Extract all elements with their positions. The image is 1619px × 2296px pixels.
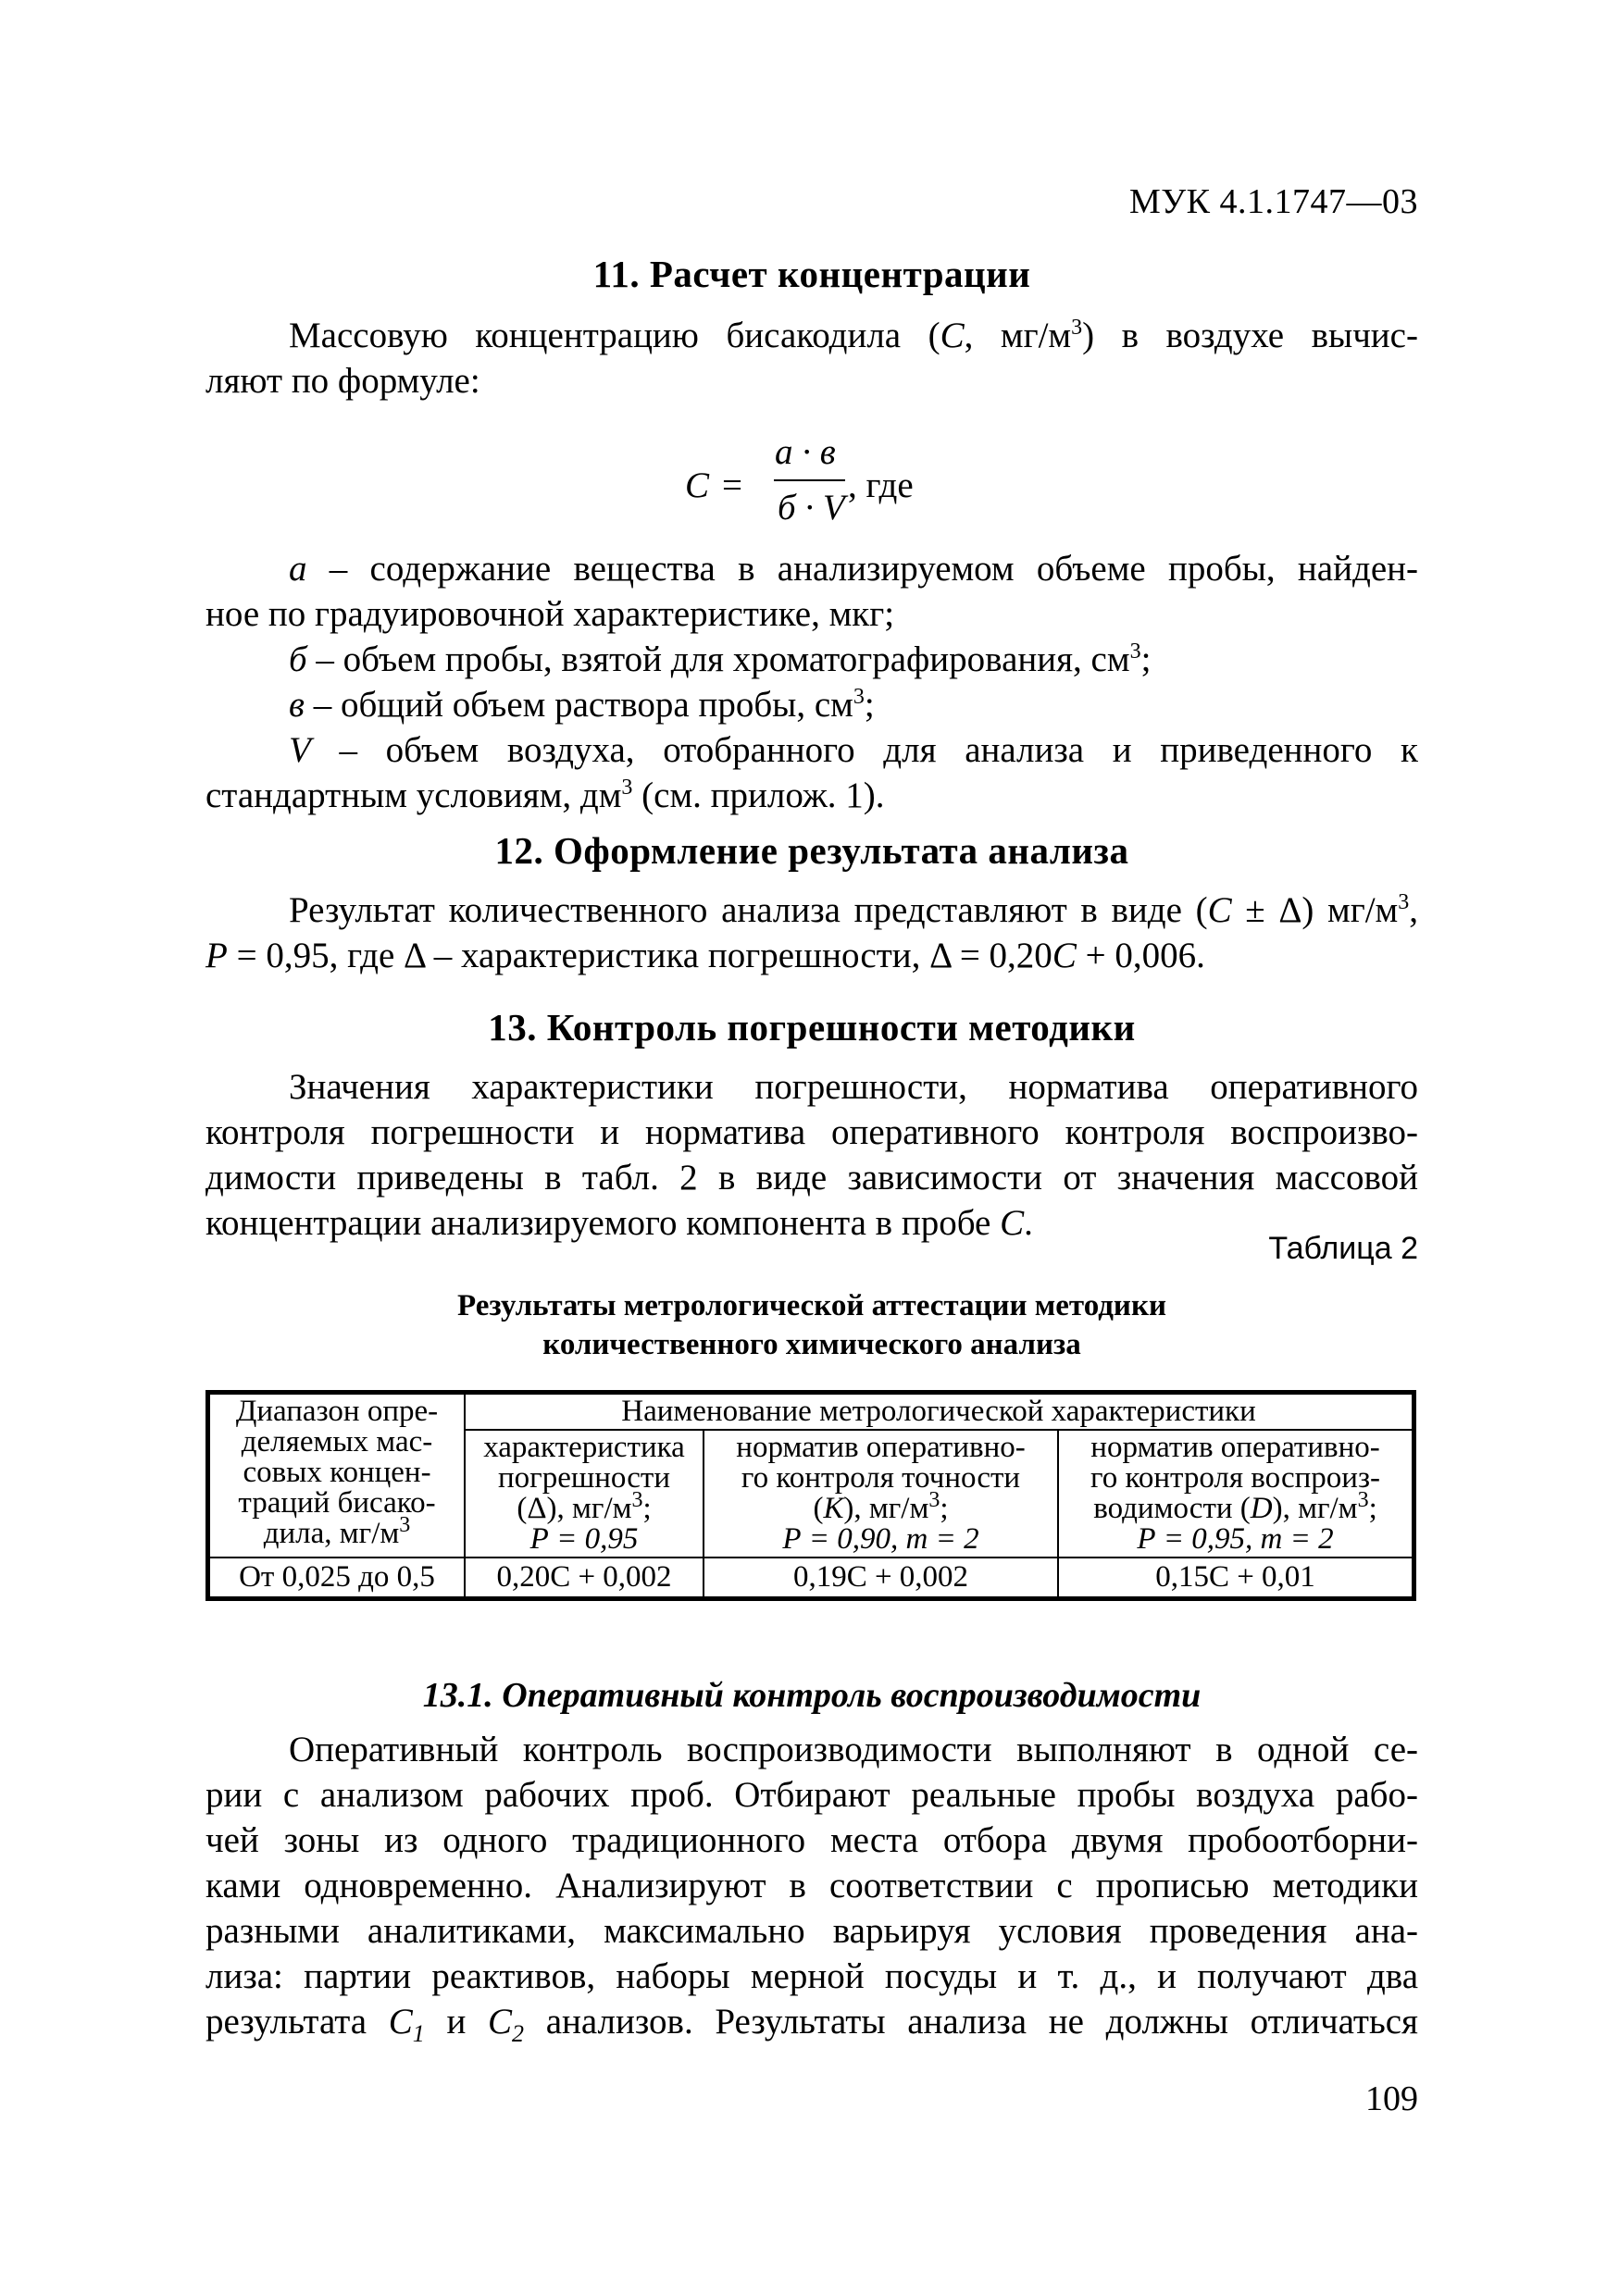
def-a-line-1: а – содержание вещества в анализируемом объеме пробы, найден- bbox=[289, 549, 1418, 589]
variable-definitions bbox=[205, 546, 1418, 818]
header-line: (Δ), $мг/м^3$; bbox=[517, 1488, 652, 1525]
result-line-1: Результат количественного анализа представляют в виде (С ± Δ) $мг/м^3$, bbox=[289, 890, 1418, 930]
header-line: характеристика bbox=[483, 1431, 685, 1464]
formula-denominator: б · V bbox=[778, 488, 845, 527]
header-line: Р = 0,95, т = 2 bbox=[1137, 1522, 1334, 1556]
header-line: норматив оперативно- bbox=[1090, 1431, 1380, 1464]
s131-line-5: разными аналитиками, максимально варьируя условия проведения ана- bbox=[205, 1911, 1418, 1951]
intro-line-2: ляют по формуле: bbox=[205, 361, 480, 401]
section-13-heading: 13. Контроль погрешности методики bbox=[488, 1006, 1136, 1049]
def-V-line-2: стандартным условиям, $дм^3$ (см. прилож. 1). bbox=[205, 776, 885, 815]
def-b-line: б – объем пробы, взятой для хроматографирования, $см^3$; bbox=[289, 639, 1152, 679]
s131-line-1: Оперативный контроль воспроизводимости выполняют в одной се- bbox=[289, 1730, 1418, 1769]
col-error-header bbox=[465, 1430, 704, 1558]
result-line-2: Р = 0,95, где Δ – характеристика погрешности, Δ = 0,20С + 0,006. bbox=[205, 936, 1205, 975]
s131-line-6: лиза: партии реактивов, наборы мерной посуды и т. д., и получают два bbox=[205, 1956, 1418, 1996]
table-caption-line-2: количественного химического анализа bbox=[542, 1328, 1081, 1361]
header-line: го контроля точности bbox=[741, 1461, 1021, 1495]
table-row bbox=[208, 1558, 1414, 1599]
s131-line-3: чей зоны из одного традиционного места отбора двумя пробоотборни- bbox=[205, 1820, 1418, 1860]
formula-numerator: а · в bbox=[775, 432, 836, 472]
section-11-heading: 11. Расчет концентрации bbox=[592, 253, 1031, 295]
header-line: норматив оперативно- bbox=[736, 1431, 1026, 1464]
s13-line-1: Значения характеристики погрешности, норматива оперативного bbox=[289, 1067, 1418, 1107]
s13-line-3: димости приведены в табл. 2 в виде зависимости от значения массовой bbox=[205, 1158, 1418, 1198]
table-caption bbox=[205, 1286, 1418, 1364]
section-12-text bbox=[205, 887, 1418, 978]
range-header-line: Диапазон опре- bbox=[235, 1395, 439, 1428]
def-V-line-1: V – объем воздуха, отобранного для анализа и приведенного к bbox=[289, 730, 1418, 770]
formula-suffix: , где bbox=[848, 465, 914, 505]
range-header-cell bbox=[208, 1393, 466, 1558]
section-12-heading: 12. Оформление результата анализа bbox=[494, 829, 1129, 872]
page-number: 109 bbox=[1365, 2079, 1418, 2118]
formula-lhs: С bbox=[685, 465, 710, 505]
header-line: (К), $мг/м^3$; bbox=[813, 1488, 949, 1525]
s131-line-2: рии с анализом рабочих проб. Отбирают реальные пробы воздуха рабо- bbox=[205, 1775, 1418, 1815]
reproducibility-value: 0,15С + 0,01 bbox=[1058, 1558, 1414, 1599]
concentration-formula bbox=[685, 432, 1148, 539]
range-header-line: деляемых мас- bbox=[241, 1425, 433, 1458]
header-line: погрешности bbox=[498, 1461, 670, 1495]
def-v-line: в – общий объем раствора пробы, $см^3$; bbox=[289, 685, 875, 725]
range-header-line: дила, $мг/м^3$ bbox=[263, 1513, 411, 1550]
s131-line-4: ками одновременно. Анализируют в соответствии с прописью методики bbox=[205, 1866, 1418, 1905]
s13-line-4: концентрации анализируемого компонента в пробе С. bbox=[205, 1203, 1033, 1243]
document-page bbox=[205, 0, 1418, 2296]
section-13-1-heading: 13.1. Оперативный контроль воспроизводимости bbox=[422, 1676, 1202, 1715]
s131-line-7: результата $С_1$ и $С_2$ анализов. Результаты анализа не должны отличаться bbox=[205, 2002, 1418, 2047]
header-line: го контроля воспроиз- bbox=[1090, 1461, 1380, 1495]
col-accuracy-header bbox=[704, 1430, 1058, 1558]
section-13-text bbox=[205, 1064, 1418, 1246]
formula-fraction-bar bbox=[774, 479, 845, 481]
document-code: МУК 4.1.1747—03 bbox=[1128, 182, 1418, 221]
table-caption-line-1: Результаты метрологической аттестации методики bbox=[457, 1289, 1166, 1322]
accuracy-value: 0,19С + 0,002 bbox=[704, 1558, 1058, 1599]
header-line: Р = 0,90, т = 2 bbox=[782, 1522, 979, 1556]
section-11-intro bbox=[205, 313, 1418, 403]
group-header-cell: Наименование метрологической характеристики bbox=[465, 1393, 1414, 1431]
intro-line-1: Массовую концентрацию бисакодила (С, $мг/м^3$) в воздухе вычис- bbox=[289, 316, 1418, 355]
col-reproducibility-header bbox=[1058, 1430, 1414, 1558]
metrology-table bbox=[205, 1390, 1416, 1601]
s13-line-2: контроля погрешности и норматива оперативного контроля воспроизво- bbox=[205, 1112, 1418, 1152]
table-label: Таблица 2 bbox=[1268, 1231, 1418, 1266]
header-line: Р = 0,95 bbox=[529, 1522, 639, 1556]
section-13-1-text bbox=[205, 1727, 1418, 2047]
range-header-line: траций бисако- bbox=[238, 1486, 436, 1520]
formula-equals: = bbox=[722, 465, 742, 505]
def-a-line-2: ное по градуировочной характеристике, мкг; bbox=[205, 594, 895, 634]
range-header-line: совых концен- bbox=[243, 1456, 431, 1489]
error-value: 0,20С + 0,002 bbox=[465, 1558, 704, 1599]
header-line: водимости (D), $мг/м^3$; bbox=[1093, 1488, 1377, 1525]
range-value: От 0,025 до 0,5 bbox=[208, 1558, 466, 1599]
